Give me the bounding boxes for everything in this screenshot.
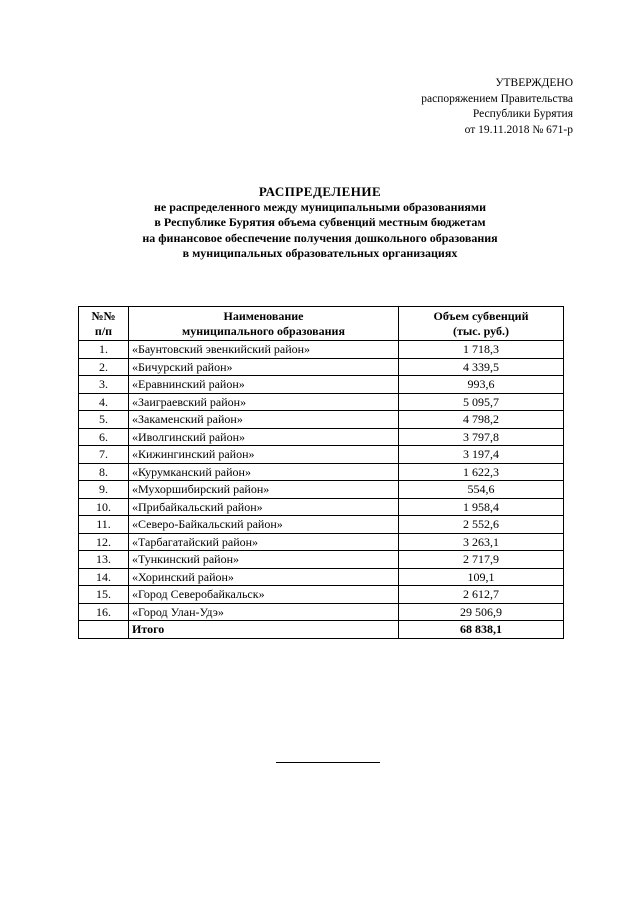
row-value: 4 339,5	[399, 358, 564, 376]
table-row	[79, 463, 564, 481]
approval-republic: Республики Бурятия	[472, 108, 573, 120]
row-number: 8.	[79, 463, 129, 481]
approval-title: УТВЕРЖДЕНО	[495, 77, 573, 89]
row-value: 29 506,9	[399, 603, 564, 621]
row-value: 4 798,2	[399, 411, 564, 429]
approval-stamp	[421, 76, 573, 138]
row-name: «Прибайкальский район»	[129, 498, 399, 516]
table-row	[79, 428, 564, 446]
row-number: 1.	[79, 341, 129, 359]
row-value: 2 612,7	[399, 586, 564, 604]
row-value: 554,6	[399, 481, 564, 499]
row-value: 5 095,7	[399, 393, 564, 411]
header-value-line-1: Объем субвенций	[433, 309, 529, 323]
header-number	[79, 307, 129, 341]
total-label: Итого	[129, 621, 399, 639]
heading-line-4: в муниципальных образовательных организациях	[182, 246, 458, 260]
row-number: 16.	[79, 603, 129, 621]
header-number-line-2: п/п	[94, 323, 113, 338]
table-row	[79, 603, 564, 621]
row-number: 4.	[79, 393, 129, 411]
row-value: 3 797,8	[399, 428, 564, 446]
row-number: 2.	[79, 358, 129, 376]
table-row	[79, 586, 564, 604]
table-row	[79, 498, 564, 516]
row-number: 9.	[79, 481, 129, 499]
row-name: «Бичурский район»	[129, 358, 399, 376]
row-number: 5.	[79, 411, 129, 429]
row-name: «Хоринский район»	[129, 568, 399, 586]
row-value: 2 717,9	[399, 551, 564, 569]
row-name: «Закаменский район»	[129, 411, 399, 429]
document-heading	[0, 184, 640, 262]
table-row	[79, 446, 564, 464]
table-row	[79, 411, 564, 429]
row-value: 1 622,3	[399, 463, 564, 481]
footer-divider	[276, 762, 380, 763]
table-row	[79, 341, 564, 359]
row-number: 6.	[79, 428, 129, 446]
table-row	[79, 533, 564, 551]
row-name: «Тарбагатайский район»	[129, 533, 399, 551]
row-number: 7.	[79, 446, 129, 464]
table-row	[79, 393, 564, 411]
row-name: «Мухоршибирский район»	[129, 481, 399, 499]
row-value: 3 197,4	[399, 446, 564, 464]
row-number: 12.	[79, 533, 129, 551]
row-name: «Иволгинский район»	[129, 428, 399, 446]
row-number: 15.	[79, 586, 129, 604]
heading-line-2: в Республике Бурятия объема субвенций местным бюджетам	[154, 215, 486, 229]
total-value: 68 838,1	[399, 621, 564, 639]
row-name: «Тункинский район»	[129, 551, 399, 569]
row-number: 10.	[79, 498, 129, 516]
table-row	[79, 516, 564, 534]
row-value: 2 552,6	[399, 516, 564, 534]
table-header-row	[79, 307, 564, 341]
total-row	[79, 621, 564, 639]
header-value-line-2: (тыс. руб.)	[453, 323, 509, 338]
row-number: 13.	[79, 551, 129, 569]
table-row	[79, 358, 564, 376]
row-name: «Северо-Байкальский район»	[129, 516, 399, 534]
row-value: 1 718,3	[399, 341, 564, 359]
table-row	[79, 481, 564, 499]
table-row	[79, 376, 564, 394]
approval-date: от 19.11.2018 № 671-р	[464, 123, 573, 136]
heading-line-1: не распределенного между муниципальными образованиями	[153, 199, 486, 214]
header-name-line-1: Наименование	[223, 309, 304, 323]
header-name-line-2: муниципального образования	[182, 323, 345, 338]
row-name: «Кижингинский район»	[129, 446, 399, 464]
distribution-table	[78, 306, 564, 639]
row-name: «Город Улан-Удэ»	[129, 603, 399, 621]
row-number: 3.	[79, 376, 129, 394]
row-value: 1 958,4	[399, 498, 564, 516]
table-row	[79, 568, 564, 586]
row-name: «Баунтовский эвенкийский район»	[129, 341, 399, 359]
row-number: 14.	[79, 568, 129, 586]
table-row	[79, 551, 564, 569]
heading-line-3: на финансовое обеспечение получения дошкольного образования	[142, 230, 498, 245]
row-name: «Город Северобайкальск»	[129, 586, 399, 604]
row-name: «Еравнинский район»	[129, 376, 399, 394]
approval-decree: распоряжением Правительства	[421, 92, 573, 105]
document-title: РАСПРЕДЕЛЕНИЕ	[258, 184, 382, 199]
row-number: 11.	[79, 516, 129, 534]
header-name	[129, 307, 399, 341]
header-number-line-1: №№	[91, 309, 116, 323]
table-body	[79, 341, 564, 639]
row-value: 109,1	[399, 568, 564, 586]
row-name: «Курумканский район»	[129, 463, 399, 481]
row-name: «Заиграевский район»	[129, 393, 399, 411]
row-value: 3 263,1	[399, 533, 564, 551]
total-number-cell	[79, 621, 129, 639]
header-value	[399, 307, 564, 341]
row-value: 993,6	[399, 376, 564, 394]
